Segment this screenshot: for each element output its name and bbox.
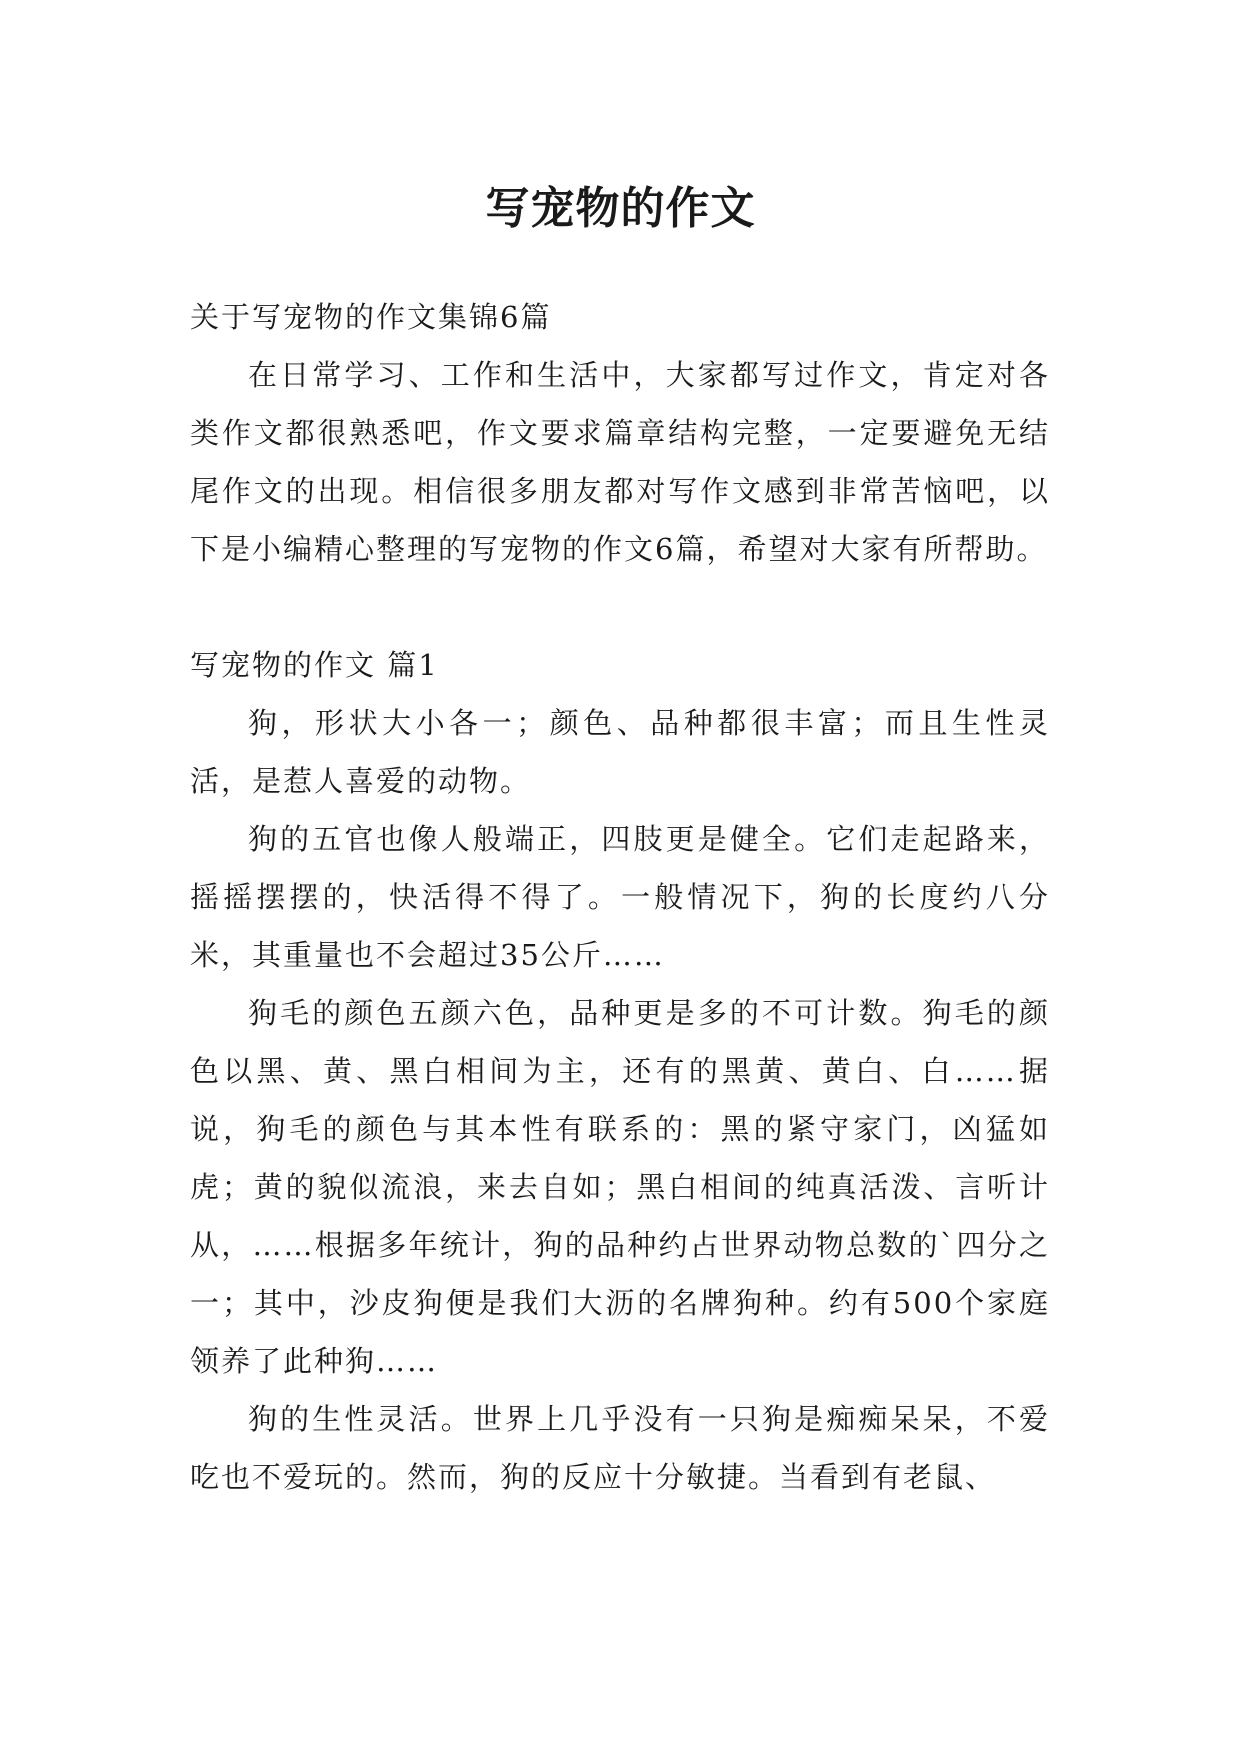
intro-paragraph: 在日常学习、工作和生活中，大家都写过作文，肯定对各类作文都很熟悉吧，作文要求篇章结构完整，一定要避免无结尾作文的出现。相信很多朋友都对写作文感到非常苦恼吧，以下是小编精心整理的写宠物的作文6篇，希望对大家有所帮助。 — [190, 358, 1050, 566]
essay-paragraph: 狗的生性灵活。世界上几乎没有一只狗是痴痴呆呆，不爱吃也不爱玩的。然而，狗的反应十分敏捷。当看到有老鼠、 — [190, 1402, 1050, 1494]
collection-heading: 关于写宠物的作文集锦6篇 — [190, 300, 552, 334]
essay-heading: 写宠物的作文 篇1 — [190, 648, 439, 682]
section-spacer — [190, 578, 1050, 636]
document-body — [190, 288, 1050, 1506]
essay-paragraph: 狗毛的颜色五颜六色，品种更是多的不可计数。狗毛的颜色以黑、黄、黑白相间为主，还有的黑黄、黄白、白……据说，狗毛的颜色与其本性有联系的：黑的紧守家门，凶猛如虎；黄的貌似流浪，来去自如；黑白相间的纯真活泼、言听计从，……根据多年统计，狗的品种约占世界动物总数的`四分之一；其中，沙皮狗便是我们大沥的名牌狗种。约有500个家庭领养了此种狗…… — [190, 996, 1050, 1378]
essay-paragraph: 狗，形状大小各一；颜色、品种都很丰富；而且生性灵活，是惹人喜爱的动物。 — [190, 706, 1050, 798]
document-title: 写宠物的作文 — [485, 183, 756, 235]
essay-paragraph: 狗的五官也像人般端正，四肢更是健全。它们走起路来，摇摇摆摆的，快活得不得了。一般情况下，狗的长度约八分米，其重量也不会超过35公斤…… — [190, 822, 1050, 972]
